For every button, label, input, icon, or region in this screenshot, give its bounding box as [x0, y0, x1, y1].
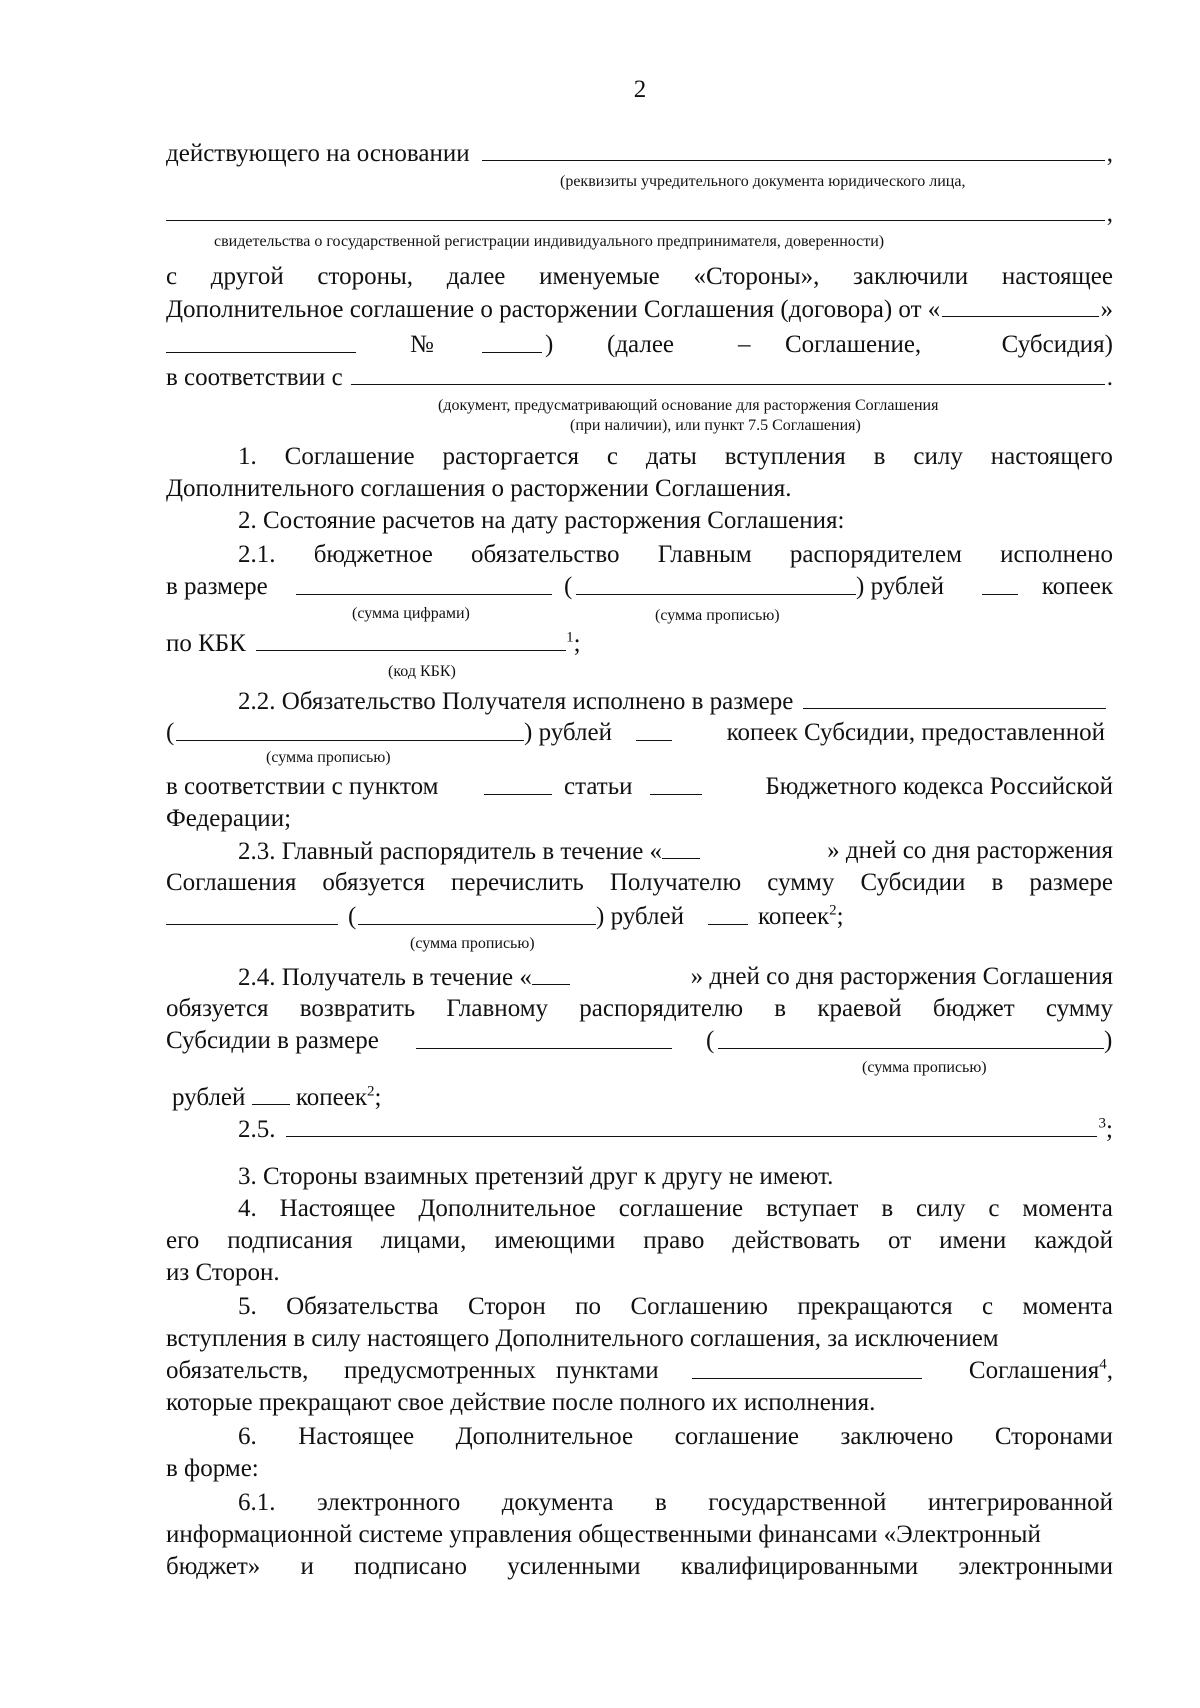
acting-basis-label: действующего на основании	[166, 140, 470, 167]
word: в	[881, 1195, 894, 1222]
word: статьи	[564, 773, 633, 800]
word: имени	[939, 1227, 1007, 1254]
p61-line-3	[166, 1552, 1113, 1582]
word: и	[300, 1553, 314, 1580]
amount-words-blank[interactable]	[576, 572, 856, 595]
word: Настоящее	[279, 1195, 396, 1222]
dash: –	[738, 331, 751, 358]
word: Дополнительное	[418, 1195, 596, 1222]
date-day-blank[interactable]	[942, 294, 1098, 317]
word: (далее	[607, 331, 675, 358]
kopecks-blank[interactable]	[636, 718, 672, 741]
word: пунктами	[556, 1357, 659, 1384]
date-blank[interactable]	[166, 330, 356, 353]
word: краевой	[817, 995, 902, 1022]
word: сумму	[1045, 995, 1113, 1022]
word: электронного	[316, 1489, 461, 1516]
point-blank[interactable]	[484, 772, 552, 795]
word: усиленными	[507, 1553, 641, 1580]
word: заключили	[853, 263, 969, 290]
p2-line-1: 2. Состояние расчетов на дату расторжения Соглашения:	[238, 507, 845, 534]
intro-text: Дополнительное соглашение о расторжении Соглашения (договора) от «	[166, 296, 941, 323]
word: Соглашение,	[785, 331, 922, 358]
rubles-label: ) рублей	[596, 903, 684, 930]
p21-line-1	[238, 540, 1113, 570]
rubles-label: ) рублей	[524, 719, 612, 746]
kbk-blank[interactable]	[256, 628, 566, 651]
comma: ,	[1106, 140, 1113, 167]
word: каждой	[1034, 1227, 1113, 1254]
word: государственной	[708, 1489, 887, 1516]
word: 5.	[238, 1293, 257, 1320]
intro-text: в соответствии с	[166, 364, 343, 391]
word: в соответствии с пунктом	[166, 773, 439, 800]
p4-line-3: из Сторон.	[166, 1259, 280, 1286]
word: соглашение	[674, 1423, 799, 1450]
caption-requisites: (реквизиты учредительного документа юридического лица,	[560, 173, 966, 190]
p22-tail: копеек Субсидии, предоставленной	[726, 719, 1105, 746]
word: от	[888, 1227, 912, 1254]
p5-line-4: которые прекращают свое действие после полного их исполнения.	[166, 1389, 876, 1416]
word: с	[166, 263, 178, 290]
kopecks-label: копеек	[1041, 573, 1113, 600]
p23-text: » дней со дня расторжения	[827, 837, 1113, 864]
word: далее	[446, 263, 506, 290]
paren: (	[166, 719, 175, 746]
points-blank[interactable]	[692, 1356, 922, 1379]
days-blank[interactable]	[662, 836, 700, 859]
word: в	[774, 995, 787, 1022]
comma-2: ,	[1106, 200, 1113, 227]
word: бюджетное	[313, 541, 433, 568]
p3-line-1: 3. Стороны взаимных претензий друг к другу не имеют.	[238, 1163, 834, 1190]
p23-line-1	[238, 836, 1113, 867]
word: 2.1.	[238, 541, 276, 568]
kbk-label: по КБК	[166, 630, 246, 657]
word: с	[988, 1195, 1000, 1222]
caption-digits: (сумма цифрами)	[352, 605, 470, 622]
word: сумму	[767, 869, 835, 896]
word: стороны,	[317, 263, 414, 290]
rubles-label: рублей	[172, 1084, 246, 1111]
word: момента	[1022, 1195, 1113, 1222]
word: его	[166, 1227, 200, 1254]
footnote-mark: 2	[366, 1083, 375, 1100]
word: 4.	[238, 1195, 257, 1222]
p21-line-3	[166, 628, 1113, 659]
kopecks-label: копеек	[295, 1084, 367, 1111]
word: электронными	[958, 1553, 1113, 1580]
acting-basis-line	[166, 138, 1113, 169]
word: даты	[645, 443, 697, 470]
word: обязуется	[322, 869, 425, 896]
p25-blank[interactable]	[286, 1114, 1097, 1137]
p22-line-1	[238, 686, 1108, 717]
word: силу	[916, 1195, 966, 1222]
intro-line-1	[166, 262, 1113, 292]
p6-line-1	[238, 1422, 1113, 1452]
p25-line	[238, 1114, 1113, 1145]
word: 6.1.	[238, 1489, 276, 1516]
paren: (	[348, 903, 357, 930]
word: действовать	[732, 1227, 861, 1254]
word: Бюджетного кодекса Российской	[765, 773, 1113, 800]
word: перечислить	[451, 869, 584, 896]
basis-blank-2[interactable]	[166, 198, 1105, 221]
word: исполнено	[1000, 541, 1113, 568]
p6-line-2: в форме:	[166, 1455, 259, 1482]
p5-line-1	[238, 1292, 1113, 1322]
word: бюджет	[932, 995, 1015, 1022]
word: подписано	[354, 1553, 468, 1580]
size-label: в размере	[166, 573, 268, 600]
number-sign: №	[410, 331, 434, 358]
amount-blank[interactable]	[166, 902, 338, 925]
word: вступает	[766, 1195, 859, 1222]
caption-words: (сумма прописью)	[862, 1059, 987, 1076]
p24-text: » дней со дня расторжения Соглашения	[690, 963, 1113, 990]
kopecks-blank[interactable]	[252, 1082, 290, 1105]
quote-close: »	[1100, 296, 1113, 323]
word: другой	[210, 263, 284, 290]
intro-line-4	[166, 362, 1113, 393]
word: Сторонами	[994, 1423, 1113, 1450]
word: имеющими	[494, 1227, 616, 1254]
word: момента	[1022, 1293, 1113, 1320]
footnote-mark: 1	[566, 629, 574, 646]
kopecks-blank[interactable]	[708, 902, 748, 925]
paren: )	[545, 331, 554, 358]
semicolon: ;	[573, 630, 581, 657]
paren: (	[706, 1027, 715, 1054]
word: Дополнительное	[455, 1423, 634, 1450]
rubles-label: ) рублей	[856, 573, 944, 600]
word: Соглашения	[968, 1357, 1100, 1384]
comma: ,	[1106, 1357, 1113, 1384]
p4-line-1	[238, 1194, 1113, 1224]
word: соглашение	[618, 1195, 744, 1222]
word: Субсидии	[860, 869, 966, 896]
days-blank[interactable]	[532, 962, 570, 985]
word: Соглашению	[630, 1293, 768, 1320]
word: распорядителем	[789, 541, 962, 568]
word: настоящее	[1001, 263, 1113, 290]
amount-words-blank[interactable]	[718, 1026, 1104, 1049]
caption-doc-2: (при наличии), или пункт 7.5 Соглашения)	[570, 417, 861, 434]
p5-line-2: вступления в силу настоящего Дополнительного соглашения, за исключением	[166, 1325, 999, 1352]
caption-words: (сумма прописью)	[410, 935, 535, 952]
amount-words-blank[interactable]	[176, 718, 524, 741]
basis-doc-blank[interactable]	[351, 362, 1105, 385]
word: «Стороны»,	[693, 263, 820, 290]
word: настоящего	[990, 443, 1113, 470]
word: расторгается	[442, 443, 580, 470]
p23-text: 2.3. Главный распорядитель в течение «	[238, 838, 663, 865]
word: Главному	[446, 995, 549, 1022]
footnote-mark: 2	[829, 902, 837, 919]
word: силу	[913, 443, 963, 470]
word: Соглашения	[166, 869, 297, 896]
p1-line-1	[238, 442, 1113, 472]
word: лицами,	[380, 1227, 467, 1254]
word: вступления	[724, 443, 846, 470]
word: по	[575, 1293, 602, 1320]
word: распорядителю	[579, 995, 744, 1022]
caption-words: (сумма прописью)	[266, 749, 391, 766]
p4-line-2	[166, 1226, 1113, 1256]
word: именуемые	[539, 263, 660, 290]
amount-blank[interactable]	[803, 686, 1106, 709]
article-blank[interactable]	[650, 772, 702, 795]
word: в	[654, 1489, 667, 1516]
caption-doc-1: (документ, предусматривающий основание для расторжения Соглашения	[438, 397, 939, 414]
p24-text: Субсидии в размере	[166, 1027, 379, 1054]
p1-line-2: Дополнительного соглашения о расторжении Соглашения.	[166, 475, 792, 502]
p23-line-2	[166, 868, 1113, 898]
word: квалифицированными	[680, 1553, 919, 1580]
word: 6.	[238, 1423, 257, 1450]
semicolon: ;	[836, 903, 844, 930]
word: Сторон	[467, 1293, 546, 1320]
p24-text: 2.4. Получатель в течение «	[238, 964, 532, 991]
word: с	[981, 1293, 994, 1320]
word: Получателю	[609, 869, 742, 896]
semicolon: ;	[374, 1084, 382, 1111]
word: прекращаются	[797, 1293, 953, 1320]
p24-line-2	[166, 994, 1113, 1024]
p24-line-4	[172, 1082, 1119, 1113]
page-number: 2	[633, 76, 647, 103]
basis-blank[interactable]	[482, 138, 1105, 161]
word: Субсидия)	[1001, 331, 1113, 358]
number-blank[interactable]	[482, 330, 542, 353]
word: подписания	[227, 1227, 353, 1254]
amount-blank[interactable]	[416, 1026, 672, 1049]
word: обязательство	[471, 541, 620, 568]
word: предусмотренных	[344, 1357, 536, 1384]
amount-digits-blank[interactable]	[296, 572, 552, 595]
p22-line-4: Федерации;	[166, 805, 292, 832]
footnote-mark: 3	[1098, 1115, 1107, 1132]
word: заключено	[840, 1423, 954, 1450]
p61-line-2: информационной системе управления общественными финансами «Электронный	[166, 1521, 1041, 1548]
word: возвратить	[299, 995, 416, 1022]
word: Соглашение	[284, 443, 415, 470]
paren: )	[1104, 1027, 1113, 1054]
word: Настоящее	[298, 1423, 415, 1450]
word: документа	[501, 1489, 614, 1516]
word: право	[643, 1227, 705, 1254]
word: бюджет»	[166, 1553, 261, 1580]
word: размере	[1029, 869, 1113, 896]
word: Главным	[657, 541, 752, 568]
basis-line-2	[166, 198, 1113, 229]
caption-kbk: (код КБК)	[388, 663, 456, 680]
p24-line-1	[238, 962, 1113, 993]
word: в	[991, 869, 1004, 896]
paren: (	[564, 573, 573, 600]
intro-line-2	[166, 294, 1113, 325]
p61-line-1	[238, 1488, 1113, 1518]
word: 1.	[238, 443, 257, 470]
word: с	[606, 443, 619, 470]
semicolon: ;	[1106, 1116, 1113, 1143]
word: Обязательства	[286, 1293, 439, 1320]
word: обязательств,	[166, 1357, 309, 1384]
kopecks-label: копеек	[758, 903, 830, 930]
word: интегрированной	[927, 1489, 1113, 1516]
footnote-mark: 4	[1099, 1356, 1107, 1373]
word: в	[873, 443, 886, 470]
word: обязуется	[166, 995, 269, 1022]
caption-certificate: свидетельства о государственной регистрации индивидуального предпринимателя, доверенности)	[214, 233, 885, 250]
period: .	[1106, 364, 1113, 391]
p25-label: 2.5.	[238, 1116, 276, 1143]
amount-words-blank[interactable]	[358, 902, 596, 925]
p22-text: 2.2. Обязательство Получателя исполнено в размере	[238, 688, 794, 715]
caption-words: (сумма прописью)	[655, 607, 780, 624]
kopecks-blank[interactable]	[982, 572, 1018, 595]
